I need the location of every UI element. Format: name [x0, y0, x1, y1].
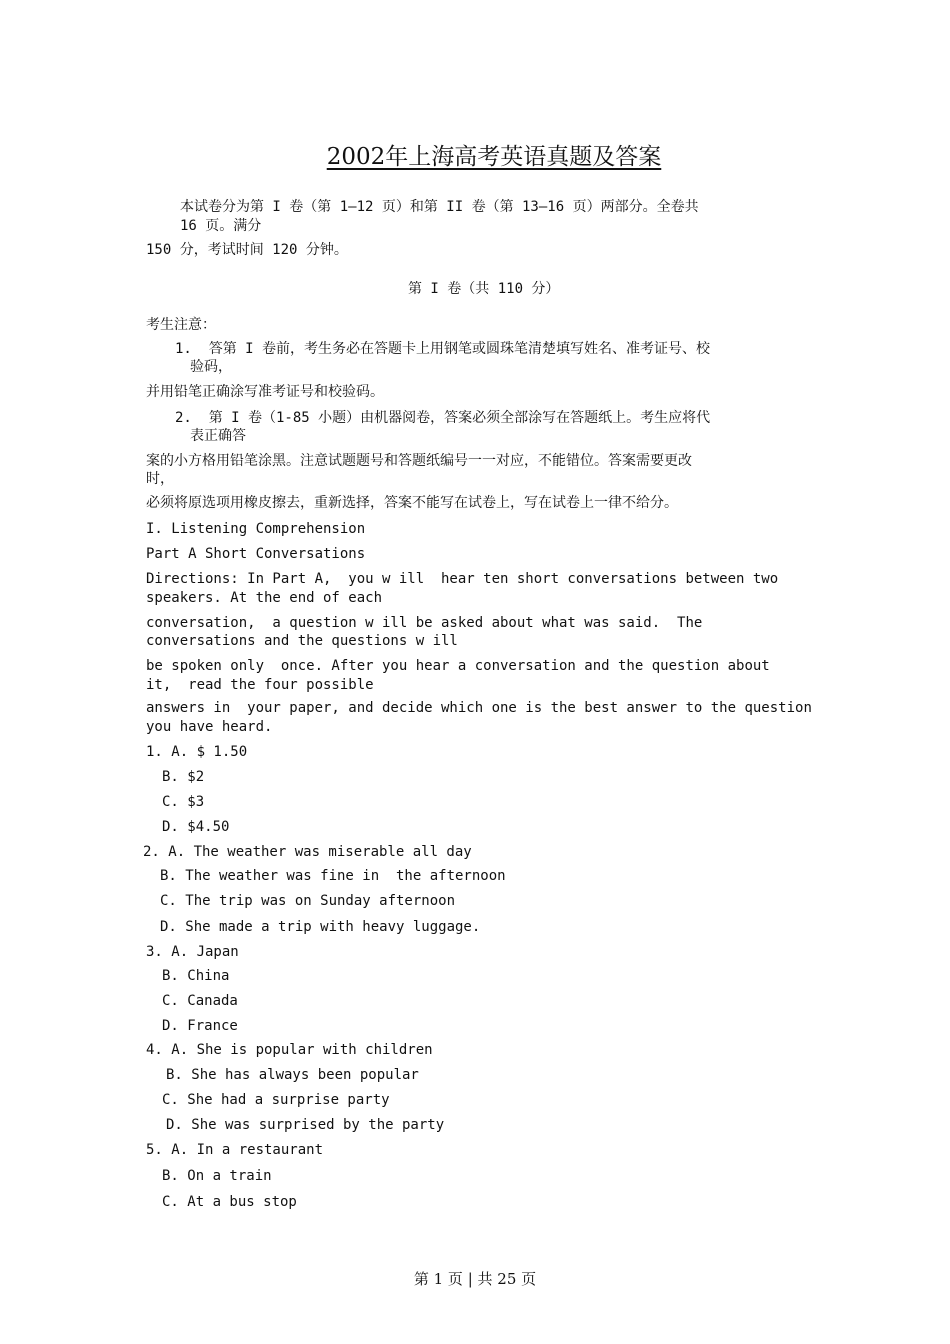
notice-line: 验码，: [190, 359, 232, 375]
intro-line: 本试卷分为第 I 卷（第 1—12 页）和第 II 卷（第 13—16 页）两部分。全卷共: [180, 199, 699, 215]
question-option: C. Canada: [162, 993, 238, 1009]
directions-line: answers in your paper, and decide which one is the best answer to the question: [146, 700, 812, 716]
question-option: B. On a train: [162, 1168, 272, 1184]
question-option: 1. A. $ 1.50: [146, 744, 248, 760]
directions-line: you have heard.: [146, 719, 273, 735]
question-option: B. China: [162, 968, 230, 984]
question-option: D. $4.50: [162, 819, 230, 835]
question-option: B. The weather was fine in the afternoon: [160, 868, 506, 884]
question-option: C. The trip was on Sunday afternoon: [160, 893, 456, 909]
directions-line: conversations and the questions w ill: [146, 633, 458, 649]
question-option: C. She had a surprise party: [162, 1092, 390, 1108]
question-option: C. At a bus stop: [162, 1194, 297, 1210]
page-title: 2002年上海高考英语真题及答案: [326, 144, 662, 170]
question-option: C. $3: [162, 794, 205, 810]
part-heading: I. Listening Comprehension: [146, 521, 366, 537]
question-option: B. $2: [162, 769, 205, 785]
notice-line: 时，: [146, 471, 174, 487]
question-option: 2. A. The weather was miserable all day: [143, 844, 472, 860]
question-option: 4. A. She is popular with children: [146, 1042, 433, 1058]
intro-line: 150 分，考试时间 120 分钟。: [146, 242, 348, 258]
notice-line: 表正确答: [190, 428, 246, 444]
notice-line: 案的小方格用铅笔涂黑。注意试题题号和答题纸编号一一对应，不能错位。答案需要更改: [146, 453, 692, 469]
directions-line: speakers. At the end of each: [146, 590, 383, 606]
question-option: 3. A. Japan: [146, 944, 239, 960]
directions-line: Directions: In Part A, you w ill hear ten short conversations between two: [146, 571, 779, 587]
directions-line: it, read the four possible: [146, 677, 374, 693]
directions-line: be spoken only once. After you hear a conversation and the question about: [146, 658, 770, 674]
notice-line: 必须将原选项用橡皮擦去，重新选择，答案不能写在试卷上，写在试卷上一律不给分。: [146, 495, 678, 511]
question-option: D. She made a trip with heavy luggage.: [160, 919, 481, 935]
page-footer: 第 1 页 | 共 25 页: [413, 1270, 537, 1288]
intro-line: 16 页。满分: [180, 218, 262, 234]
part-heading: Part A Short Conversations: [146, 546, 366, 562]
question-option: D. She was surprised by the party: [166, 1117, 445, 1133]
question-option: 5. A. In a restaurant: [146, 1142, 324, 1158]
section-heading: 第 I 卷（共 110 分）: [408, 281, 560, 297]
directions-line: conversation, a question w ill be asked about what was said. The: [146, 615, 703, 631]
notice-line: 2. 第 I 卷（1-85 小题）由机器阅卷，答案必须全部涂写在答题纸上。考生应将代: [175, 410, 711, 426]
notice-line: 1. 答第 I 卷前，考生务必在答题卡上用钢笔或圆珠笔清楚填写姓名、准考证号、校: [175, 341, 710, 357]
question-option: D. France: [162, 1018, 238, 1034]
question-option: B. She has always been popular: [166, 1067, 419, 1083]
notice-line: 并用铅笔正确涂写准考证号和校验码。: [146, 384, 384, 400]
notice-label: 考生注意：: [146, 317, 216, 333]
